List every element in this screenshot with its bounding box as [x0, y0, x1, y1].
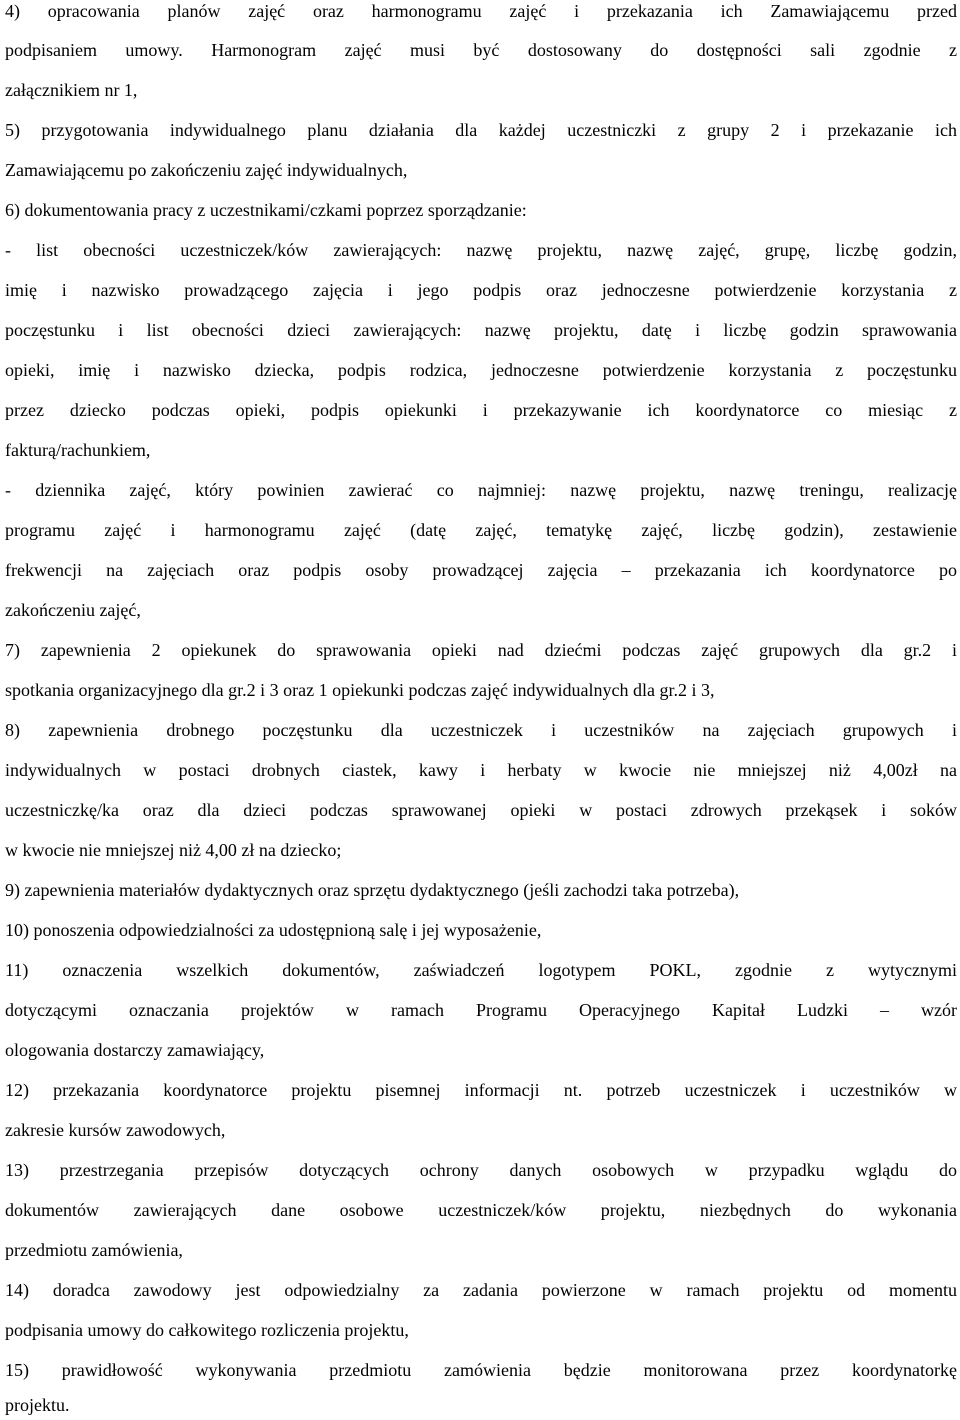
text-line: imię i nazwisko prowadzącego zajęcia i jego podpis oraz jednoczesne potwierdzenie korzystania z: [5, 280, 957, 300]
text-line: 6) dokumentowania pracy z uczestnikami/czkami poprzez sporządzanie:: [5, 200, 527, 220]
text-line: poczęstunku i list obecności dzieci zawierających: nazwę projektu, datę i liczbę godzin sprawowania: [5, 320, 957, 340]
text-line: 14) doradca zawodowy jest odpowiedzialny za zadania powierzone w ramach projektu od momentu: [5, 1280, 957, 1300]
text-line: fakturą/rachunkiem,: [5, 440, 151, 460]
text-line: przez dziecko podczas opieki, podpis opiekunki i przekazywanie ich koordynatorce co miesiąc z: [5, 400, 957, 420]
text-line: uczestniczkę/ka oraz dla dzieci podczas sprawowanej opieki w postaci zdrowych przekąsek i soków: [5, 800, 957, 820]
text-line: załącznikiem nr 1,: [5, 80, 138, 100]
text-line: Zamawiającemu po zakończeniu zajęć indywidualnych,: [5, 160, 408, 180]
text-line: 4) opracowania planów zajęć oraz harmonogramu zajęć i przekazania ich Zamawiającemu przed: [5, 1, 957, 21]
text-line: zakresie kursów zawodowych,: [5, 1120, 226, 1140]
text-line: zakończeniu zajęć,: [5, 600, 141, 620]
text-line: programu zajęć i harmonogramu zajęć (datę zajęć, tematykę zajęć, liczbę godzin), zestawienie: [5, 520, 957, 540]
text-line: projektu.: [5, 1395, 70, 1415]
text-line: 12) przekazania koordynatorce projektu pisemnej informacji nt. potrzeb uczestniczek i uczestników w: [5, 1080, 957, 1100]
text-line: 11) oznaczenia wszelkich dokumentów, zaświadczeń logotypem POKL, zgodnie z wytycznymi: [5, 960, 957, 980]
text-line: podpisaniem umowy. Harmonogram zajęć musi być dostosowany do dostępności sali zgodnie z: [5, 40, 957, 60]
text-line: - dziennika zajęć, który powinien zawierać co najmniej: nazwę projektu, nazwę treningu, realizację: [5, 480, 957, 500]
text-line: 7) zapewnienia 2 opiekunek do sprawowania opieki nad dziećmi podczas zajęć grupowych dla gr.2 i: [5, 640, 957, 660]
text-line: 8) zapewnienia drobnego poczęstunku dla uczestniczek i uczestników na zajęciach grupowych i: [5, 720, 957, 740]
text-line: 10) ponoszenia odpowiedzialności za udostępnioną salę i jej wyposażenie,: [5, 920, 542, 940]
text-line: indywidualnych w postaci drobnych ciastek, kawy i herbaty w kwocie nie mniejszej niż 4,00zł na: [5, 760, 957, 780]
text-line: ologowania dostarczy zamawiający,: [5, 1040, 265, 1060]
text-line: w kwocie nie mniejszej niż 4,00 zł na dziecko;: [5, 840, 342, 860]
text-line: - list obecności uczestniczek/ków zawierających: nazwę projektu, nazwę zajęć, grupę, liczbę godzin,: [5, 240, 957, 260]
text-line: podpisania umowy do całkowitego rozliczenia projektu,: [5, 1320, 409, 1340]
text-line: 9) zapewnienia materiałów dydaktycznych oraz sprzętu dydaktycznego (jeśli zachodzi taka potrzeba),: [5, 880, 740, 900]
text-line: dokumentów zawierających dane osobowe uczestniczek/ków projektu, niezbędnych do wykonania: [5, 1200, 957, 1220]
text-line: opieki, imię i nazwisko dziecka, podpis rodzica, jednoczesne potwierdzenie korzystania z poczęstunku: [5, 360, 957, 380]
text-line: 5) przygotowania indywidualnego planu działania dla każdej uczestniczki z grupy 2 i przekazanie ich: [5, 120, 957, 140]
text-line: spotkania organizacyjnego dla gr.2 i 3 oraz 1 opiekunki podczas zajęć indywidualnych dla gr.2 i 3,: [5, 680, 715, 700]
text-line: dotyczącymi oznaczania projektów w ramach Programu Operacyjnego Kapitał Ludzki – wzór: [5, 1000, 957, 1020]
text-line: frekwencji na zajęciach oraz podpis osoby prowadzącej zajęcia – przekazania ich koordynatorce po: [5, 560, 957, 580]
text-line: 15) prawidłowość wykonywania przedmiotu zamówienia będzie monitorowana przez koordynatorkę: [5, 1360, 957, 1380]
text-line: przedmiotu zamówienia,: [5, 1240, 183, 1260]
text-line: 13) przestrzegania przepisów dotyczących ochrony danych osobowych w przypadku wglądu do: [5, 1160, 957, 1180]
